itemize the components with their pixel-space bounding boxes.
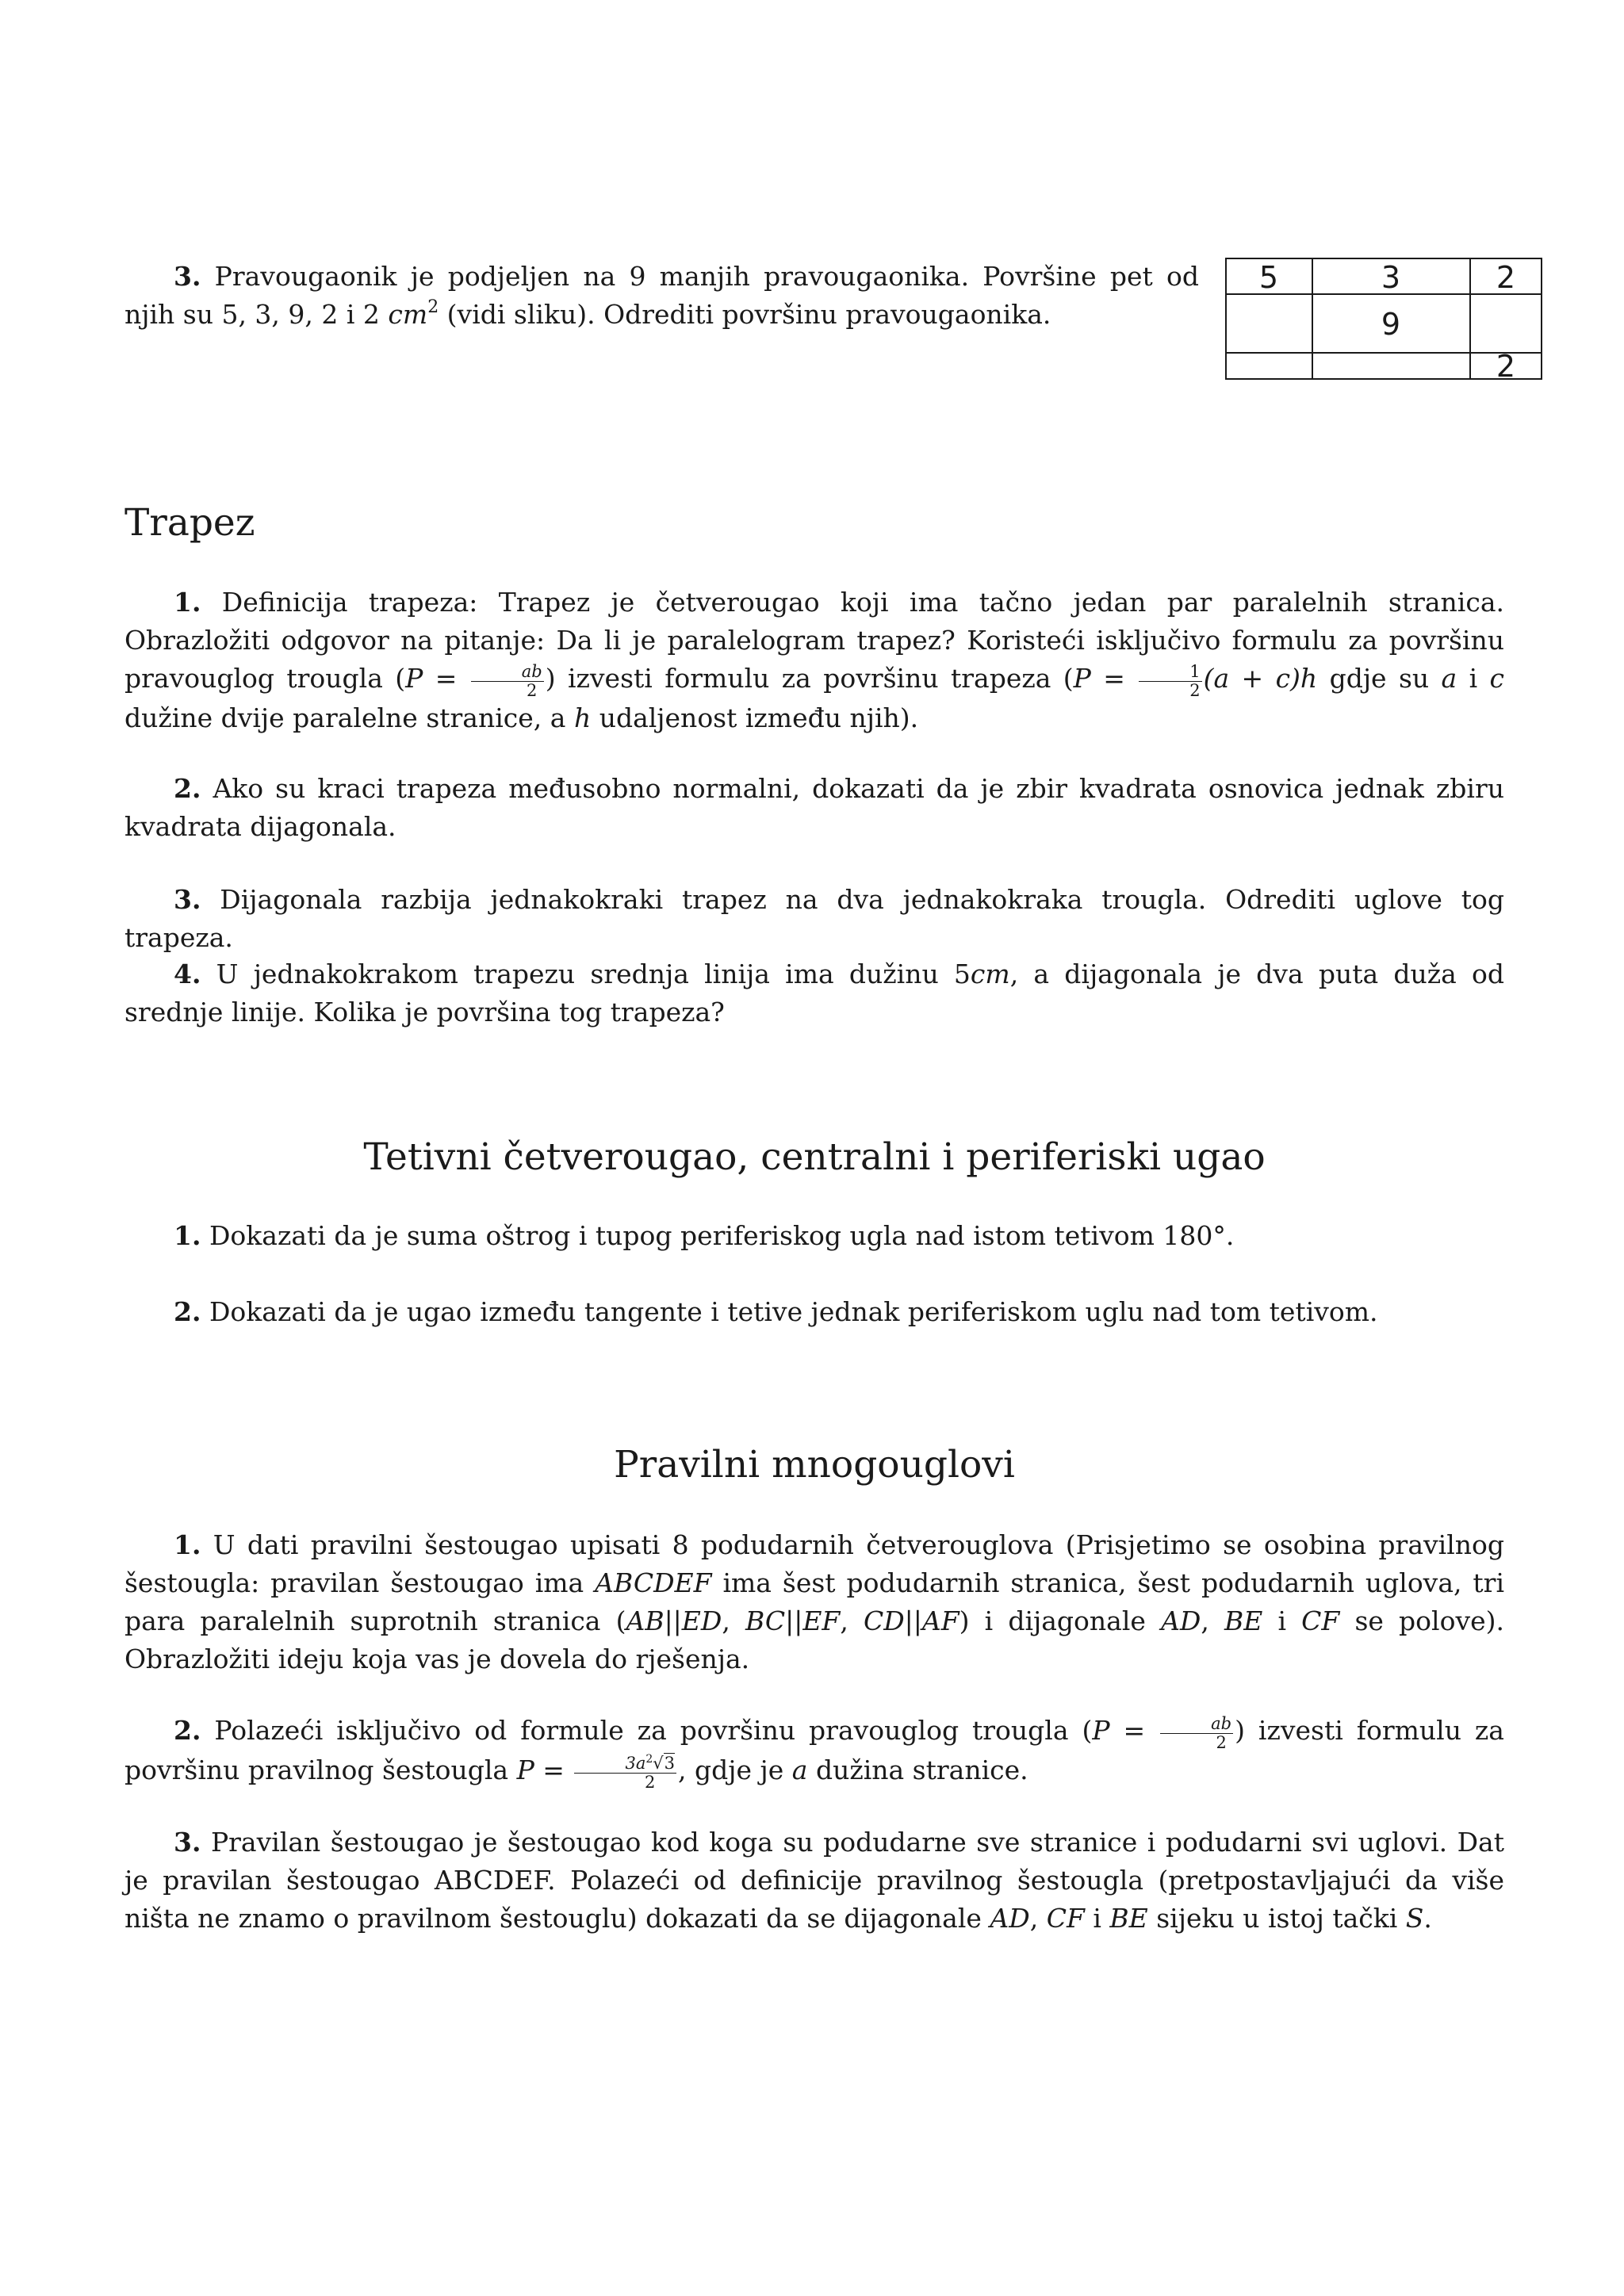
section-title-tetivni: Tetivni četverougao, centralni i periferiski ugao <box>363 1135 1266 1179</box>
unit-cm: cm <box>970 959 1010 989</box>
problem-text-block <box>124 770 1504 846</box>
rectangle-grid-figure <box>1225 258 1542 380</box>
problem-text-block <box>124 1526 1504 1678</box>
rectangle-grid-svg <box>1225 258 1542 380</box>
formula-fraction-hexagon <box>574 1755 676 1791</box>
sqrt-radicand: 3 <box>664 1754 676 1773</box>
formula-variable: P <box>516 1755 534 1785</box>
trapez-problem-3 <box>124 881 1504 957</box>
problem-text-block <box>124 1712 1504 1791</box>
problem-text: ) i dijagonale <box>959 1605 1162 1636</box>
formula-variable: P <box>405 663 423 694</box>
problem-text: ) izvesti formulu za površinu trapeza ( <box>545 663 1074 694</box>
formula-fraction <box>1139 664 1201 699</box>
problem-text: Ako su kraci trapeza međusobno normalni, dokazati da je zbir kvadrata osnovica jednak zbiru kvadrata dijagonala. <box>124 773 1505 842</box>
separator: , <box>722 1605 745 1636</box>
numerator-term: 3a <box>625 1754 646 1773</box>
trapez-problem-2 <box>124 770 1504 846</box>
math-expression: ABCDEF <box>595 1567 712 1598</box>
formula-equals: = <box>423 663 469 694</box>
problem-number: 1. <box>174 1220 201 1251</box>
separator: , <box>1201 1605 1224 1636</box>
problem-text: (vidi sliku). Odrediti površinu pravougaonika. <box>439 299 1051 330</box>
problem-text: se polove). Obrazložiti ideju koja vas je dovela do rješenja. <box>124 1605 1504 1674</box>
math-expression: BE <box>1109 1903 1148 1934</box>
problem-number: 2. <box>174 1715 201 1746</box>
problem-number: 1. <box>174 1529 201 1560</box>
formula-fraction <box>1160 1716 1233 1751</box>
grid-cell-value: 2 <box>1496 260 1516 295</box>
problem-text-block <box>124 955 1504 1031</box>
problem-text-block <box>124 1293 1504 1331</box>
problem-text: ima šest podudarnih stranica, šest podudarnih uglova, tri para paralelnih suprotnih stranica ( <box>124 1567 1504 1636</box>
problem-text-block <box>124 881 1504 957</box>
problem-text: . <box>1423 1903 1432 1934</box>
unit-cm: cm <box>388 299 428 330</box>
grid-cell-value: 2 <box>1496 349 1516 380</box>
problem-text: Polazeći isključivo od formule za površinu pravouglog trougla ( <box>214 1715 1093 1746</box>
problem-text: udaljenost između njih). <box>591 702 919 733</box>
fraction-denominator: 2 <box>645 1773 656 1792</box>
problem-text: U jednakokrakom trapezu srednja linija ima dužinu 5 <box>216 959 971 989</box>
math-expression: CF <box>1301 1605 1340 1636</box>
problem-text: dužine dvije paralelne stranice, a <box>124 702 574 733</box>
formula-variable: a <box>1441 663 1457 694</box>
numerator-exponent: 2 <box>645 1753 653 1766</box>
pravilni-problem-1 <box>124 1526 1504 1678</box>
problem-3-rectangle <box>124 258 1199 334</box>
problem-text-block <box>124 1823 1504 1938</box>
fraction-denominator: 2 <box>1216 1733 1227 1752</box>
math-expression: BE <box>1224 1605 1263 1636</box>
problem-text: Definicija trapeza: Trapez je četverougao koji ima tačno jedan par paralelnih stranica. Obrazložiti odgovor na pitanje: Da li je paralelogram trapez? Koristeći isključivo formulu za površinu pravouglog trougla ( <box>124 587 1504 694</box>
fraction-numerator <box>574 1755 676 1774</box>
problem-text: ) izvesti formulu za površinu pravilnog šestougla <box>124 1715 1504 1785</box>
rectangle-problem <box>124 258 1199 334</box>
fraction-denominator: 2 <box>527 681 538 700</box>
formula-variable: P <box>1073 663 1091 694</box>
tetivni-problem-1 <box>124 1217 1504 1255</box>
problem-text: dužina stranice. <box>807 1755 1028 1785</box>
problem-text: gdje su <box>1317 663 1442 694</box>
fraction-denominator: 2 <box>1189 681 1201 700</box>
problem-text: , gdje je <box>678 1755 792 1785</box>
problem-number: 3. <box>174 1827 201 1858</box>
problem-text: Dokazati da je ugao između tangente i tetive jednak periferiskom uglu nad tom tetivom. <box>209 1296 1378 1327</box>
fraction-numerator: 1 <box>1139 664 1201 682</box>
problem-text: Pravougaonik je podjeljen na 9 manjih pravougaonika. Površine pet od njih su 5, 3, 9, 2 i 2 <box>124 261 1199 330</box>
formula-equals: = <box>1090 663 1138 694</box>
pravilni-problem-2 <box>124 1712 1504 1791</box>
problem-text-block <box>124 584 1504 737</box>
section-title-pravilni: Pravilni mnogouglovi <box>614 1443 1015 1487</box>
formula-fraction <box>471 664 544 699</box>
math-expression: AD <box>1161 1605 1201 1636</box>
trapez-problem-4 <box>124 955 1504 1031</box>
separator: , <box>1029 1903 1047 1934</box>
pravilni-problem-3 <box>124 1823 1504 1938</box>
formula-variable: h <box>573 702 592 733</box>
math-expression: AD <box>990 1903 1030 1934</box>
problem-text: U dati pravilni šestougao upisati 8 podudarnih četverouglova (Prisjetimo se osobina pravilnog šestougla: pravilan šestougao ima <box>124 1529 1504 1598</box>
grid-cell-value: 5 <box>1258 260 1279 295</box>
problem-number: 1. <box>174 587 201 618</box>
grid-cell-value: 9 <box>1381 307 1401 342</box>
problem-text: i <box>1262 1605 1302 1636</box>
grid-cell-value: 3 <box>1381 260 1401 295</box>
sqrt-symbol: √ <box>653 1754 664 1773</box>
separator: , <box>840 1605 864 1636</box>
math-expression: S <box>1405 1903 1424 1934</box>
trapez-problem-1 <box>124 584 1504 737</box>
fraction-numerator: ab <box>471 664 544 682</box>
problem-text: sijeku u istoj tački <box>1147 1903 1406 1934</box>
unit-exponent: 2 <box>427 297 439 317</box>
tetivni-problem-2 <box>124 1293 1504 1331</box>
problem-text: i <box>1457 663 1490 694</box>
formula-expression: (a + c)h <box>1203 663 1318 694</box>
fraction-numerator: ab <box>1160 1716 1233 1734</box>
section-title-trapez: Trapez <box>124 501 255 545</box>
math-expression: BC||EF <box>745 1605 841 1636</box>
formula-variable: a <box>791 1755 808 1785</box>
math-expression: AB||ED <box>626 1605 722 1636</box>
problem-number: 2. <box>174 773 201 804</box>
formula-variable: P <box>1092 1715 1110 1746</box>
problem-number: 2. <box>174 1296 201 1327</box>
math-expression: CD||AF <box>863 1605 959 1636</box>
problem-text: Pravilan šestougao je šestougao kod koga su podudarne sve stranice i podudarni svi uglovi. Dat je pravilan šestougao ABCDEF. Polazeći od definicije pravilnog šestougla (pretpostavljajući da više ništa ne znamo o pravilnom šestouglu) dokazati da se dijagonale <box>124 1827 1504 1934</box>
problem-text: Dijagonala razbija jednakokraki trapez na dva jednakokraka trougla. Odrediti uglove tog trapeza. <box>124 884 1504 953</box>
problem-text: Dokazati da je suma oštrog i tupog periferiskog ugla nad istom tetivom 180°. <box>209 1220 1235 1251</box>
problem-text: i <box>1084 1903 1110 1934</box>
formula-variable: c <box>1489 663 1504 694</box>
formula-equals: = <box>534 1755 573 1785</box>
math-expression: CF <box>1046 1903 1085 1934</box>
problem-number: 3. <box>174 261 201 292</box>
problem-text-block <box>124 1217 1504 1255</box>
problem-number: 3. <box>174 884 201 915</box>
problem-text: , a dijagonala je dva puta duža od srednje linije. Kolika je površina tog trapeza? <box>124 959 1504 1027</box>
problem-number: 4. <box>174 959 201 989</box>
formula-equals: = <box>1109 1715 1159 1746</box>
